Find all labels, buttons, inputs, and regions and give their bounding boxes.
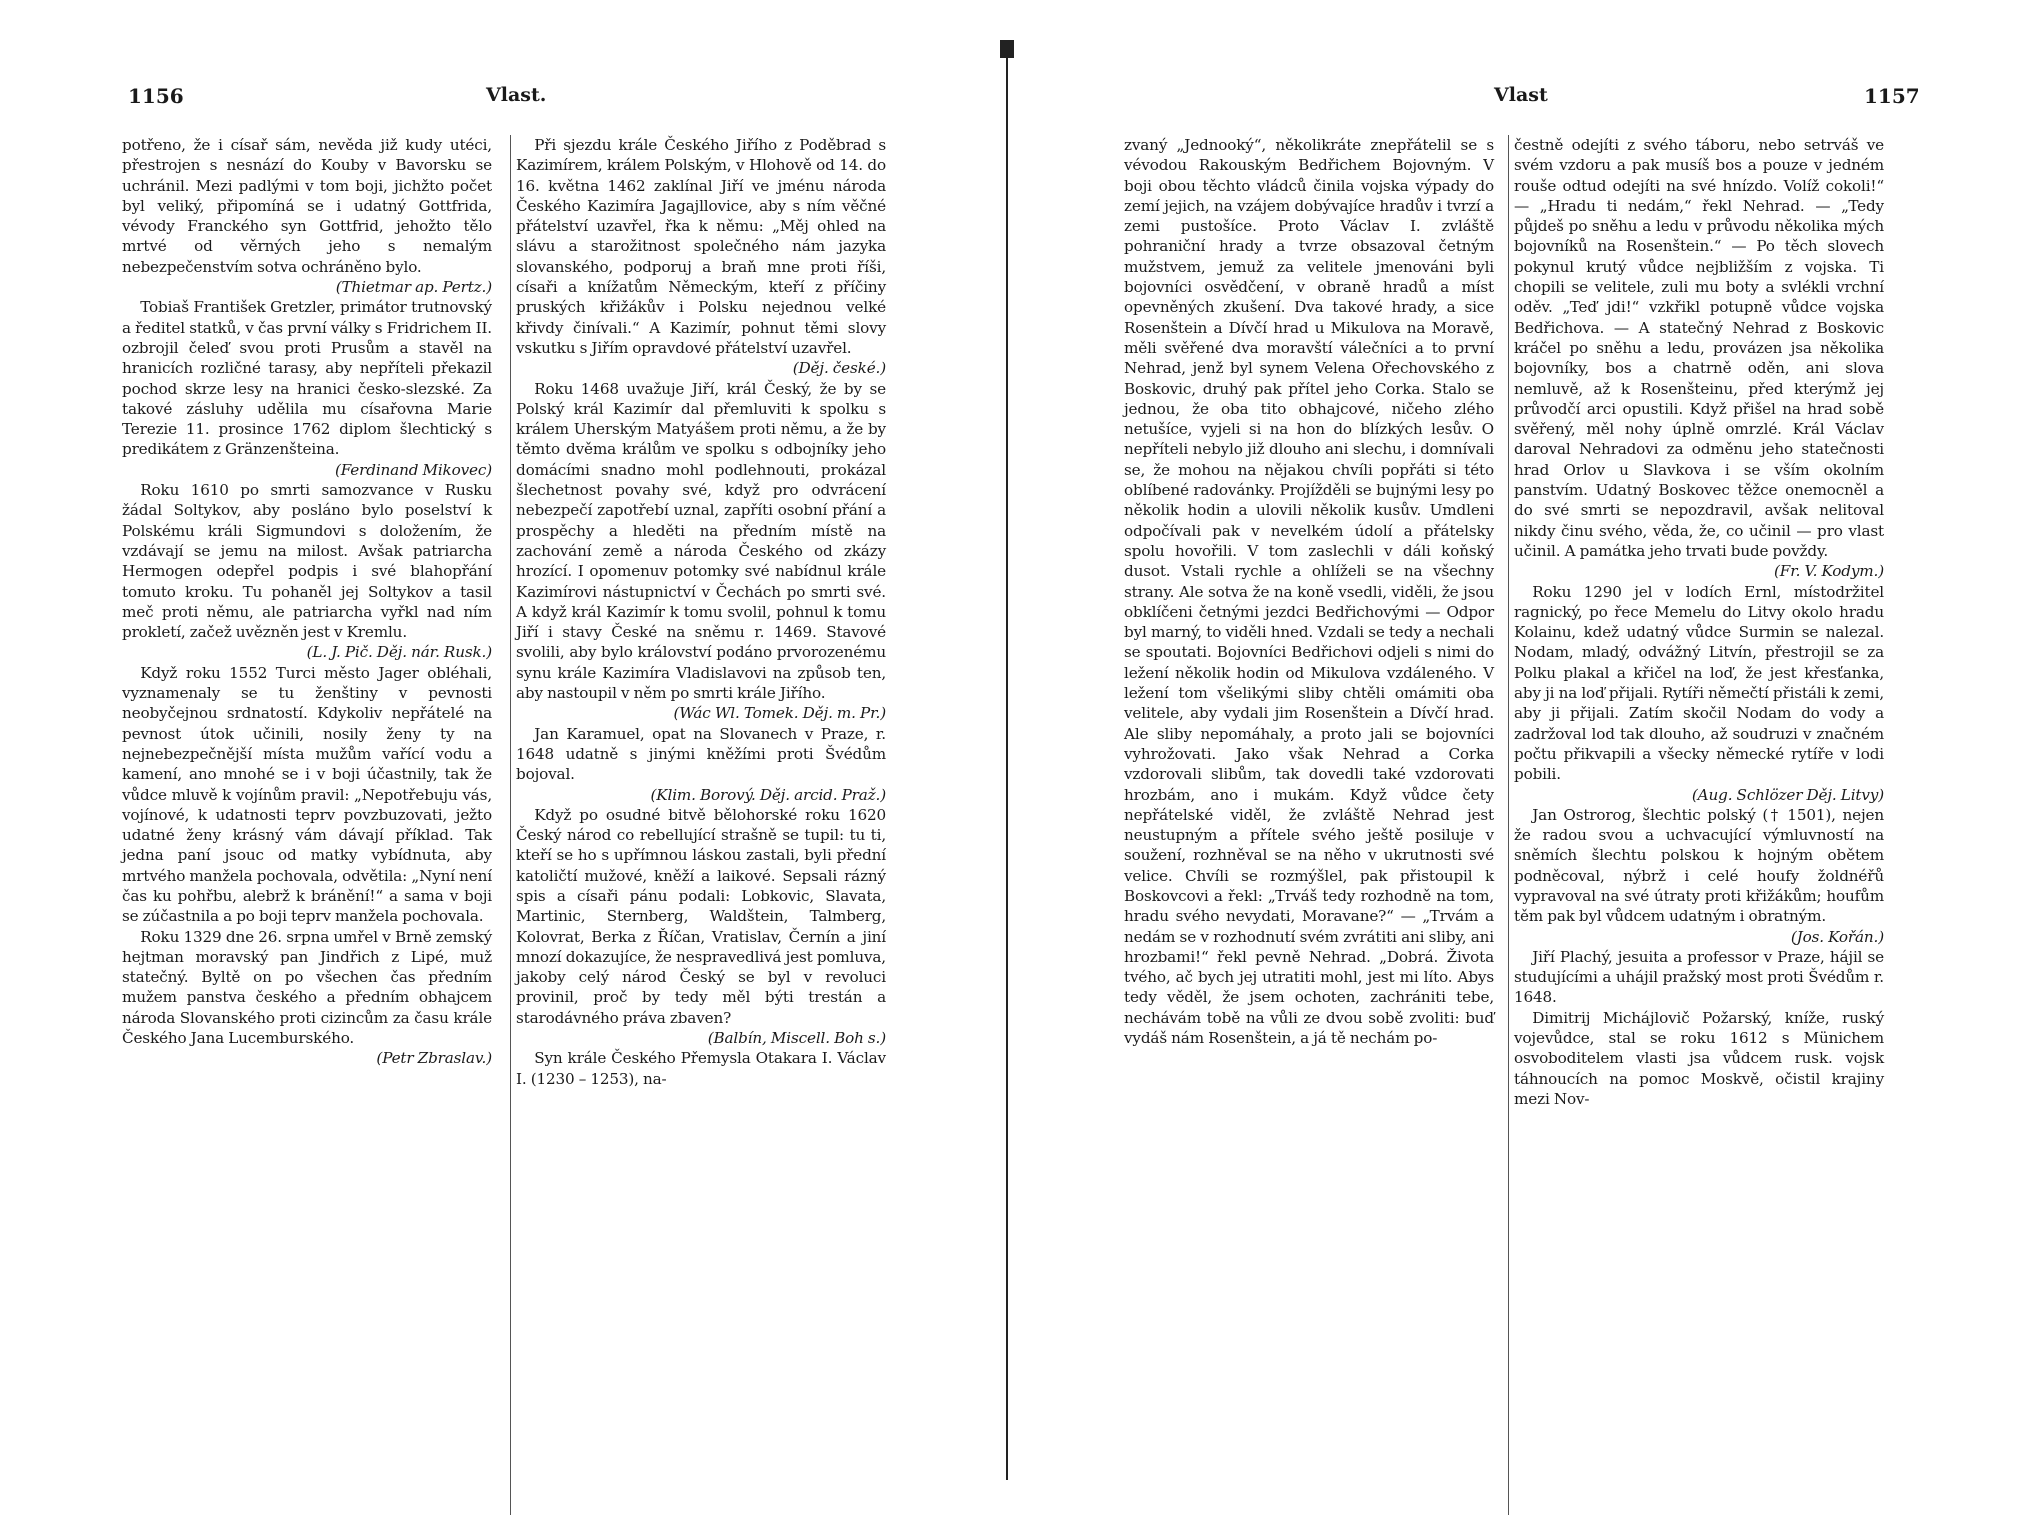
right-page (1012, 0, 2022, 1500)
page-number: 1156 (128, 84, 184, 108)
paragraph: Roku 1468 uvažuje Jiří, král Český, že by se Polský král Kazimír dal přemluviti k spolku s králem Uherským Matyášem proti němu, a že by těmto dvěma králům ve spolku s odbojníky jeho domácími snadno mohl podlehnouti, prokázal šlechetnost povahy své, když pro odvrácení nebezpečí zapotřebí uznal, zapříti osobní přání a prospěchy a hleděti na předním místě na zachování země a národa Českého od zkázy hrozící. I opomenuv potomky své nabídnul krále Kazimírovi nástupnictví v Čechách po smrti své. A když král Kazimír k tomu svolil, pohnul k tomu Jiří i stavy České na sněmu r. 1469. Stavové svolili, aby bylo království podáno prvorozenému synu krále Kazimíra Vladislavovi na způsob ten, aby nastoupil v něm po smrti krále Jiřího. (516, 379, 886, 703)
left-page (0, 0, 1010, 1500)
paragraph: zvaný „Jednooký“, několikráte znepřátelil se s vévodou Rakouským Bedřichem Bojovným. V boji obou těchto vládců činila vojska výpady do zemí jejich, na vzájem dobývajíce hradův i tvrzí a zemi pustošíce. Proto Václav I. zvláště pohraniční hrady a tvrze obsazoval četným mužstvem, jemuž za velitele jmenováni byli bojovníci osvědčení, v obraně hradů a míst opevněných zkušení. Dva takové hrady, a sice Rosenštein a Dívčí hrad u Mikulova na Moravě, měli svěřené dva moravští válečníci a to první Nehrad, jenž byl synem Velena Ořechovského z Boskovic, druhý pak přítel jeho Corka. Stalo se jednou, že oba tito obhajcové, ničeho zlého netušíce, vyjeli si na hon do blízkých lesův. O nepříteli nebylo již dlouho ani slechu, i domnívali se, že mohou na nějakou chvíli popřáti si této oblíbené radovánky. Projížděli se bujnými lesy po několik hodin a ulovili několik kusův. Umdleni odpočívali pak v nevelkém údolí a přátelsky spolu hovořili. V tom zaslechli v dáli koňský dusot. Vstali rychle a ohlíželi se na všechny strany. Ale sotva že na koně vsedli, viděli, že jsou obklíčeni četnými jezdci Bedřichovými — Odpor byl marný, to viděli hned. Vzdali se tedy a nechali se spoutati. Bojovníci Bedřichovi odjeli s nimi do ležení několik hodin od Mikulova vzdáleného. V ležení tom všelikými sliby chtěli omámiti oba velitele, aby vydali jim Rosenštein a Dívčí hrad. Ale sliby nepomáhaly, a proto jali se bojovníci vyhrožovati. Jako však Nehrad a Corka vzdorovali slibům, tak dovedli také vzdorovati hrozbám, ano i mukám. Když vůdce čety nepřátelské viděl, že zvláště Nehrad jest neustupným a přítele svého ještě posiluje v soužení, rozhněval se na něho v ukrutnosti své velice. Chvíli se rozmýšlel, pak přistoupil k Boskovcovi a řekl: „Trváš tedy rozhodně na tom, hradu svého nevydati, Moravane?“ — „Trvám a nedám se v rozhodnutí svém zvrátiti ani sliby, ani hrozbami!“ řekl pevně Nehrad. „Dobrá. Života tvého, ač bych jej utratiti mohl, jest mi líto. Abys tedy věděl, že jsem ochoten, zachrániti tebe, nechávám tobě na vůli ze dvou sobě zvoliti: buď vydáš nám Rosenštein, a já tě nechám po- (1124, 136, 1494, 1048)
source-citation: (Děj. české.) (792, 359, 886, 378)
paragraph: Jan Ostrorog, šlechtic polský († 1501), nejen že radou svou a uchvacující výmluvností na sněmích šlechtu polskou k hojným obětem podněcoval, nýbrž i celé houfy žoldnéřů vypravoval na své útraty proti křižákům; houfům těm pak byl vůdcem udatným i obratným. (1514, 805, 1884, 926)
text-column-2 (1514, 135, 1884, 1109)
running-head: Vlast. (486, 84, 547, 106)
text-column-2 (516, 135, 886, 1089)
paragraph: Jan Karamuel, opat na Slovanech v Praze, r. 1648 udatně s jinými kněžími proti Švédům bojoval. (516, 724, 886, 784)
paragraph: Jiří Plachý, jesuita a professor v Praze, hájil se studujícími a uhájil pražský most proti Švédům r. 1648. (1514, 947, 1884, 1007)
source-citation: (Klim. Borový. Děj. arcid. Praž.) (650, 785, 886, 804)
paragraph: Roku 1290 jel v lodích Ernl, místodržitel ragnický, po řece Memelu do Litvy okolo hradu Kolainu, kdež udatný vůdce Surmin se nalezal. Nodam, mladý, odvážný Litvín, přestrojil se za Polku plakal a křičel na loď, že jest křesťanka, aby ji na loď přijali. Rytíři němečtí přistáli k zemi, aby ji přijali. Zatím skočil Nodam do vody a zadržoval lod tak dlouho, až soudruzi v značném počtu přikvapili a všecky německé rytíře v lodi pobili. (1514, 582, 1884, 784)
paragraph: čestně odejíti z svého táboru, nebo setrváš ve svém vzdoru a pak musíš bos a pouze v jedném rouše odtud odejíti na své hnízdo. Volíž cokoli!“ — „Hradu ti nedám,“ řekl Nehrad. — „Tedy půjdeš po sněhu a ledu v průvodu několika mých bojovníků na Rosenštein.“ — Po těch slovech pokynul krutý vůdce nejbližším z vojska. Ti chopili se velitele, zuli mu boty a svlékli vrchní oděv. „Teď jdi!“ vzkřikl potupně vůdce vojska Bedřichova. — A statečný Nehrad z Boskovic kráčel po sněhu a ledu, provázen jsa několika bojovníky, bos a chatrně oděn, ani slova nemluvě, až k Rosenšteinu, před kterýmž jej průvodčí arci opustili. Když přišel na hrad sobě svěřený, měl nohy úplně omrzlé. Král Václav daroval Nehradovi za odměnu jeho statečnosti hrad Orlov u Slavkova i se vším okolním panstvím. Udatný Boskovec těžce onemocněl a do své smrti se nepozdravil, avšak nelitoval nikdy činu svého, věda, že, co učinil — pro vlast učinil. A památka jeho trvati bude povždy. (1514, 136, 1884, 560)
paragraph: Dimitrij Michájlovič Požarský, kníže, ruský vojevůdce, stal se roku 1612 s Münichem osvoboditelem vlasti jsa vůdcem rusk. vojsk táhnoucích na pomoc Moskvě, očistil krajiny mezi Nov- (1514, 1008, 1884, 1108)
text-column-1 (122, 135, 492, 1069)
paragraph: Když roku 1552 Turci město Jager obléhali, vyznamenaly se tu ženštiny v pevnosti neobyčejnou srdnatostí. Kdykoliv nepřátelé na pevnost útok učinili, nosily ženy ty na nejnebezpečnější místa mužům vařící vodu a kamení, ano mnohé se i v boji účastnily, tak že vůdce mluvě k vojínům pravil: „Nepotřebuju vás, vojínové, k udatnosti teprv povzbuzovati, ježto udatné ženy krásný vám dávají příklad. Tak jedna paní jsouc od matky vybídnuta, aby mrtvého manžela pochovala, odvětila: „Nyní není čas ku pohřbu, alebrž k bránění!“ a sama v boji se zúčastnila a po boji teprv manžela pochovala. (122, 663, 492, 926)
source-citation: (Jos. Kořán.) (1790, 927, 1884, 946)
source-citation: (Ferdinand Mikovec) (334, 460, 492, 479)
paragraph: potřeno, že i císař sám, nevěda již kudy utéci, přestrojen s nesnází do Kouby v Bavorsku se uchránil. Mezi padlými v tom boji, jichžto počet byl veliký, připomíná se i udatný Gottfrida, vévody Franckého syn Gottfrid, jehožto tělo mrtvé od věrných jeho s nemalým nebezpečenstvím sotva ochráněno bylo. (122, 136, 492, 276)
paragraph: Roku 1329 dne 26. srpna umřel v Brně zemský hejtman moravský pan Jindřich z Lipé, muž statečný. Byltě on po všechen čas předním mužem panstva českého a předním obhajcem národa Slovanského proti cizincům za času krále Českého Jana Lucemburského. (122, 927, 492, 1048)
source-citation: (Fr. V. Kodym.) (1774, 562, 1884, 581)
source-citation: (Wác Wl. Tomek. Děj. m. Pr.) (673, 704, 886, 723)
source-citation: (Petr Zbraslav.) (376, 1049, 492, 1068)
paragraph: Roku 1610 po smrti samozvance v Rusku žádal Soltykov, aby posláno bylo poselství k Polskému králi Sigmundovi s doložením, že vzdávají se jemu na milost. Avšak patriarcha Hermogen odepřel podpis i své blahopřání tomuto kroku. Tu pohaněl jej Soltykov a tasil meč proti němu, ale patriarcha vyřkl nad ním prokletí, začež uvězněn jest v Kremlu. (122, 481, 492, 642)
source-citation: (Thietmar ap. Pertz.) (335, 278, 492, 297)
column-rule (1508, 135, 1509, 1515)
text-column-1 (1124, 135, 1494, 1048)
source-citation: (L. J. Pič. Děj. nár. Rusk.) (306, 643, 492, 662)
paragraph: Při sjezdu krále Českého Jiřího z Poděbrad s Kazimírem, králem Polským, v Hlohově od 14. do 16. května 1462 zaklínal Jiří ve jménu národa Českého Kazimíra Jagajllovice, aby s ním věčné přátelství uzavřel, řka k němu: „Měj ohled na slávu a starožitnost společného nám jazyka slovanského, podporuj a braň mne proti říši, císaři a knížatům Německým, kteří z příčiny pruských křižákův i Polsku nejednou velké křivdy činívali.“ A Kazimír, pohnut těmi slovy vskutku s Jiřím opravdové přátelství uzavřel. (516, 136, 886, 357)
running-head: Vlast (1494, 84, 1548, 106)
paragraph: Tobiaš František Gretzler, primátor trutnovský a ředitel statků, v čas první války s Fridrichem II. ozbrojil čeleď svou proti Prusům a stavěl na hranicích rozličné tarasy, aby nepříteli překazil pochod skrze lesy na hranici česko-slezské. Za takové zásluhy udělila mu císařovna Marie Terezie 11. prosince 1762 diplom šlechtický s predikátem z Gränzenšteina. (122, 298, 492, 459)
source-citation: (Aug. Schlözer Děj. Litvy) (1691, 785, 1884, 804)
paragraph: Syn krále Českého Přemysla Otakara I. Václav I. (1230 – 1253), na- (516, 1049, 886, 1088)
page-number: 1157 (1864, 84, 1920, 108)
column-rule (510, 135, 511, 1515)
paragraph: Když po osudné bitvě bělohorské roku 1620 Český národ co rebellující strašně se tupil: tu ti, kteří se ho s upřímnou láskou zastali, byli přední katoličtí mužové, kněží a laikové. Sepsali rázný spis a císaři pánu podali: Lobkovic, Slavata, Martinic, Sternberg, Waldštein, Talmberg, Kolovrat, Berka z Říčan, Vratislav, Černín a jiní mnozí dokazujíce, že nespravedlivá jest pomluva, jakoby celý národ Český se byl v revoluci provinil, proč by tedy měl býti trestán a starodávného práva zbaven? (516, 805, 886, 1027)
source-citation: (Balbín, Miscell. Boh s.) (707, 1029, 886, 1048)
